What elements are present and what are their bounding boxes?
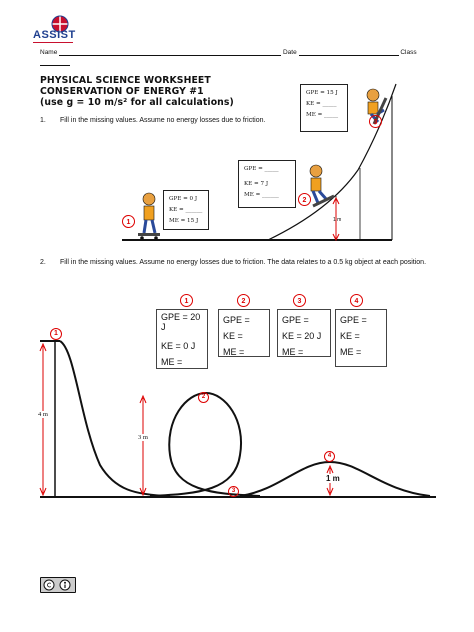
class-label: Class [400, 49, 417, 56]
q2-track-marker-4: 4 [324, 451, 335, 462]
q2-box-4-ke[interactable]: KE = [340, 331, 360, 341]
logo-text: ASSIST [33, 29, 76, 41]
q1-marker-3: 3 [369, 115, 382, 128]
q2-track-marker-2: 2 [198, 392, 209, 403]
q2-track-marker-3: 3 [228, 486, 239, 497]
q2-height-loop: 3 m [138, 434, 148, 441]
q2-number: 2. [40, 259, 46, 266]
q1-box-2-gpe[interactable]: GPE = _____ [244, 166, 279, 172]
date-label: Date [282, 49, 297, 56]
q1-box-2-me[interactable]: ME = ______ [244, 192, 279, 198]
title-line-3: (use g = 10 m/s² for all calculations) [40, 97, 234, 108]
q2-box-4-gpe[interactable]: GPE = [340, 315, 367, 325]
q2-box-2-me[interactable]: ME = [223, 347, 245, 357]
q1-box-1-gpe[interactable]: GPE = 0 J [169, 196, 198, 202]
q2-box-3-ke[interactable]: KE = 20 J [282, 331, 322, 341]
cc-by-icon [41, 578, 75, 592]
q2-header-marker-4: 4 [350, 294, 363, 307]
q2-height-start: 4 m [38, 411, 48, 418]
q2-text: Fill in the missing values. Assume no energy losses due to friction. The data relates to a 0.5 kg object at each position. [60, 259, 427, 266]
q2-header-marker-2: 2 [237, 294, 250, 307]
name-label: Name [40, 49, 58, 56]
q1-text: Fill in the missing values. Assume no energy losses due to friction. [60, 117, 266, 124]
q1-box-3-gpe[interactable]: GPE = 15 J [306, 90, 338, 96]
q2-box-1-ke[interactable]: KE = 0 J [161, 341, 196, 351]
cc-license-badge [40, 577, 76, 593]
q2-track-marker-1: 1 [50, 328, 62, 340]
q2-box-4-me[interactable]: ME = [340, 347, 362, 357]
q1-height-label: 1 m [333, 217, 342, 223]
q1-box-1-me[interactable]: ME = 15 J [169, 218, 199, 224]
q2-box-3-gpe[interactable]: GPE = [282, 315, 309, 325]
q1-box-3-me[interactable]: ME = _____ [306, 112, 339, 118]
q1-number: 1. [40, 117, 46, 124]
q2-box-1-gpe[interactable]: GPE = 20 J [161, 312, 201, 332]
title-line-1: PHYSICAL SCIENCE WORKSHEET [40, 75, 211, 86]
q2-height-hill: 1 m [326, 474, 340, 483]
q2-header-marker-3: 3 [293, 294, 306, 307]
q1-box-2-ke[interactable]: KE = 7 J [244, 181, 269, 187]
q1-marker-1: 1 [122, 215, 135, 228]
q2-box-3-me[interactable]: ME = [282, 347, 304, 357]
q1-marker-2: 2 [298, 193, 311, 206]
q2-box-1-me[interactable]: ME = [161, 357, 183, 367]
q2-box-2-gpe[interactable]: GPE = [223, 315, 250, 325]
q1-box-3-ke[interactable]: KE = _____ [306, 101, 337, 107]
title-line-2: CONSERVATION OF ENERGY #1 [40, 86, 204, 97]
q2-box-2-ke[interactable]: KE = [223, 331, 243, 341]
q2-header-marker-1: 1 [180, 294, 193, 307]
q1-box-1-ke[interactable]: KE = ______ [169, 207, 203, 213]
